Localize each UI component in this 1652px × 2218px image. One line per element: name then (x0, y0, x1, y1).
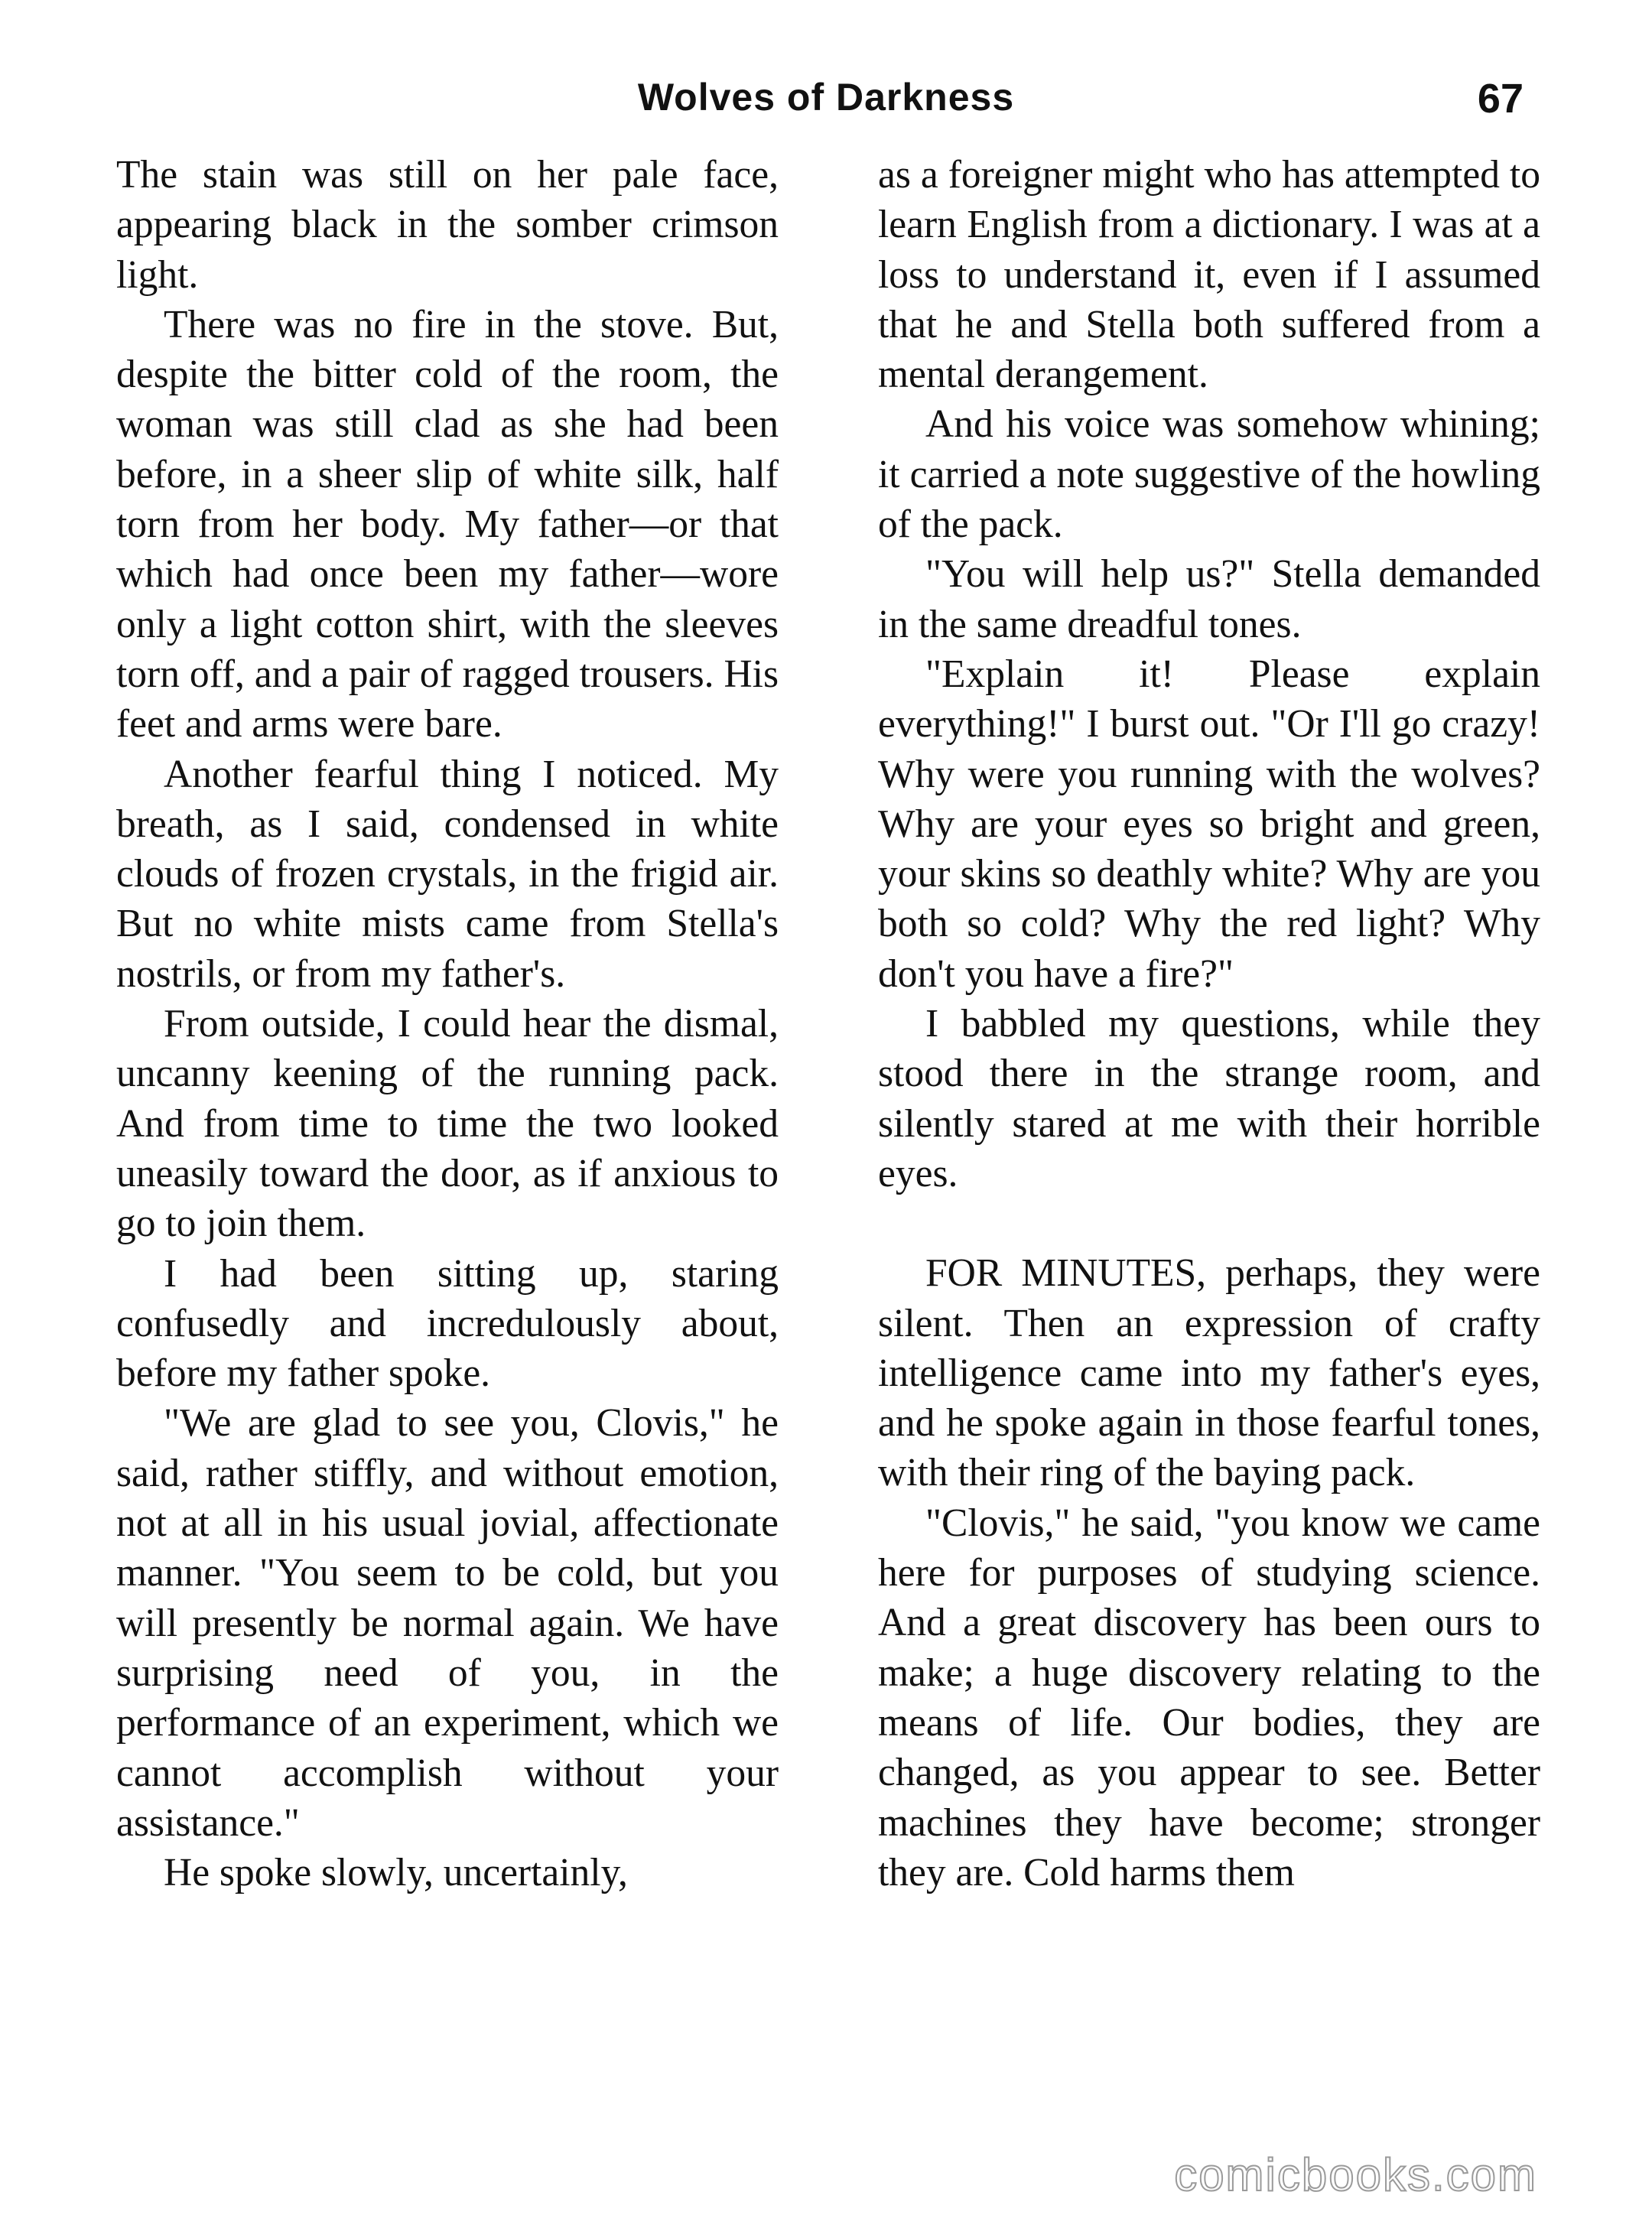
page-number: 67 (1477, 76, 1524, 122)
paragraph: He spoke slowly, uncertainly, (164, 1851, 628, 1895)
text-column-right (878, 150, 1540, 2154)
paragraph: "We are glad to see you, Clovis," he said, rather stiffly, and without emotion, not at all in his usual jovial, affectionate manner. "You seem to be cold, but you will presently be normal again. We have surprising need of you, in the performance of an experiment, which we cannot accomplish without your assistance." (116, 1401, 779, 1845)
paragraph: I babbled my questions, while they stood there in the strange room, and silently stared at me with their horrible eyes. (878, 1002, 1540, 1195)
paragraph: There was no fire in the stove. But, despite the bitter cold of the room, the woman was still clad as she had been before, in a sheer slip of white silk, half torn from her body. My father—or that which had once been my father—wore only a light cotton shirt, with the sleeves torn off, and a pair of ragged trousers. His feet and arms were bare. (116, 302, 779, 746)
paragraph: From outside, I could hear the dismal, uncanny keening of the running pack. And from time to time the two looked uneasily toward the door, as if anxious to go to join them. (116, 1002, 779, 1246)
running-title: Wolves of Darkness (637, 76, 1015, 119)
watermark: comicbooks.com (1174, 2149, 1537, 2200)
paragraph: The stain was still on her pale face, appearing black in the somber crimson light. (116, 153, 779, 297)
section-opening-paragraph: FOR MINUTES, perhaps, they were silent. Then an expression of crafty intelligence came into my father's eyes, and he spoke again in those fearful tones, with their ring of the baying pack. (878, 1251, 1540, 1495)
paragraph: And his voice was somehow whining; it carried a note suggestive of the howling of the pack. (878, 402, 1540, 547)
paragraph: I had been sitting up, staring confusedly and incredulously about, before my father spoke. (116, 1251, 779, 1396)
paragraph: "Clovis," he said, "you know we came here for purposes of studying science. And a great discovery has been ours to make; a huge discovery relating to the means of life. Our bodies, they are changed, as you appear to see. Better machines they have become; stronger they are. Cold harms them (878, 1501, 1540, 1894)
paragraph: Another fearful thing I noticed. My breath, as I said, condensed in white clouds of frozen crystals, in the frigid air. But no white mists came from Stella's nostrils, or from my father's. (116, 752, 779, 996)
paragraph: "Explain it! Please explain everything!" I burst out. "Or I'll go crazy! Why were you running with the wolves? Why are your eyes so bright and green, your skins so deathly white? Why are you both so cold? Why the red light? Why don't you have a fire?" (878, 652, 1540, 996)
text-column-left (116, 150, 779, 2154)
paragraph: as a foreigner might who has attempted to learn English from a dictionary. I was at a loss to understand it, even if I assumed that he and Stella both suffered from a mental derangement. (878, 153, 1540, 397)
paragraph: "You will help us?" Stella demanded in the same dreadful tones. (878, 552, 1540, 646)
